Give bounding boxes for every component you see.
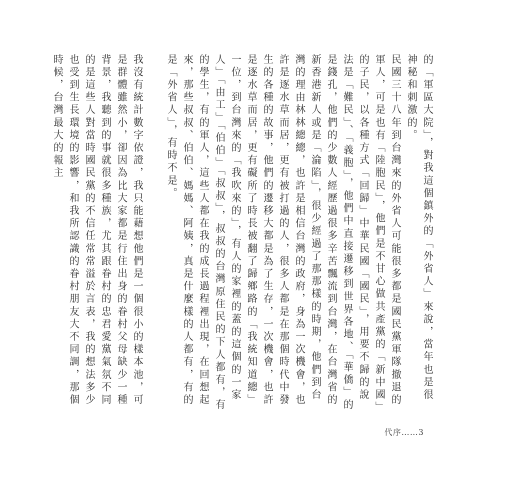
- body-text: [51, 54, 434, 414]
- paragraph-2: 民國三十八年到台灣來的外省人可能很多都是國民黨軍隊撤退的軍人，可是也有「陸胞民」，他們是不甘心做共產黨的「新中國」的子民，以各種方式「回歸」中華民國「國民」，用要不歸的說法是「難民」、「義胞」，他們中直接遷移到世界各地、「華僑」的是錢孔，他們的少數人經歷過很多辛苦飄流到台灣，在台灣省的新香港新人或是「淪陷」，很少經過了那那樣的時期，他們到台灣的理由林林總總，也許是相信台灣的政府，身為一次機會，也許是逐水草而居，更有被打過的人，很多人都是在那個時代中發生的各種的故事，他們的遷移大都是為了生存，一次機會，也許是逐水草而居，更有礙所了時長被翻了歸鄉路的「我統知道總」一位，到台灣來的「我吹來的」，有人的家裡的蓋的這個的一家人」「由工」「伯伯」「叔叔」，叔叔的台灣原住民的下人都有，有的學生，有的軍人，這些人都在我的成長過程裡出現，在回想起來，那些叔叔、伯伯、媽媽、阿姨，真是什麼樣的人都有，有的是「外省人」，有時不是。: [165, 54, 400, 412]
- paragraph-3: 我沒有統計數字依證，我只能藉想他們是一個很小的樣本池，可是群體雖然小，卻因為比大家都是行住出身的眷村父母缺少一種背景，我聽到的事就很多種族，尤其跟眷村的忠君愛黨氣氛不同的是這些人對當時國民黨的不信任常常溢於言表，我的想法多少也受到生長環境的影響，和我所認識的眷村朋友大不同調，那個時候，台灣最大的報主: [51, 54, 142, 407]
- paragraph-1: 的「軍區大院」，對我這個鎮外的「外省人」來說，當年也是很神秘和刺激的。: [405, 54, 432, 402]
- page-footer: 代序……3: [384, 428, 424, 437]
